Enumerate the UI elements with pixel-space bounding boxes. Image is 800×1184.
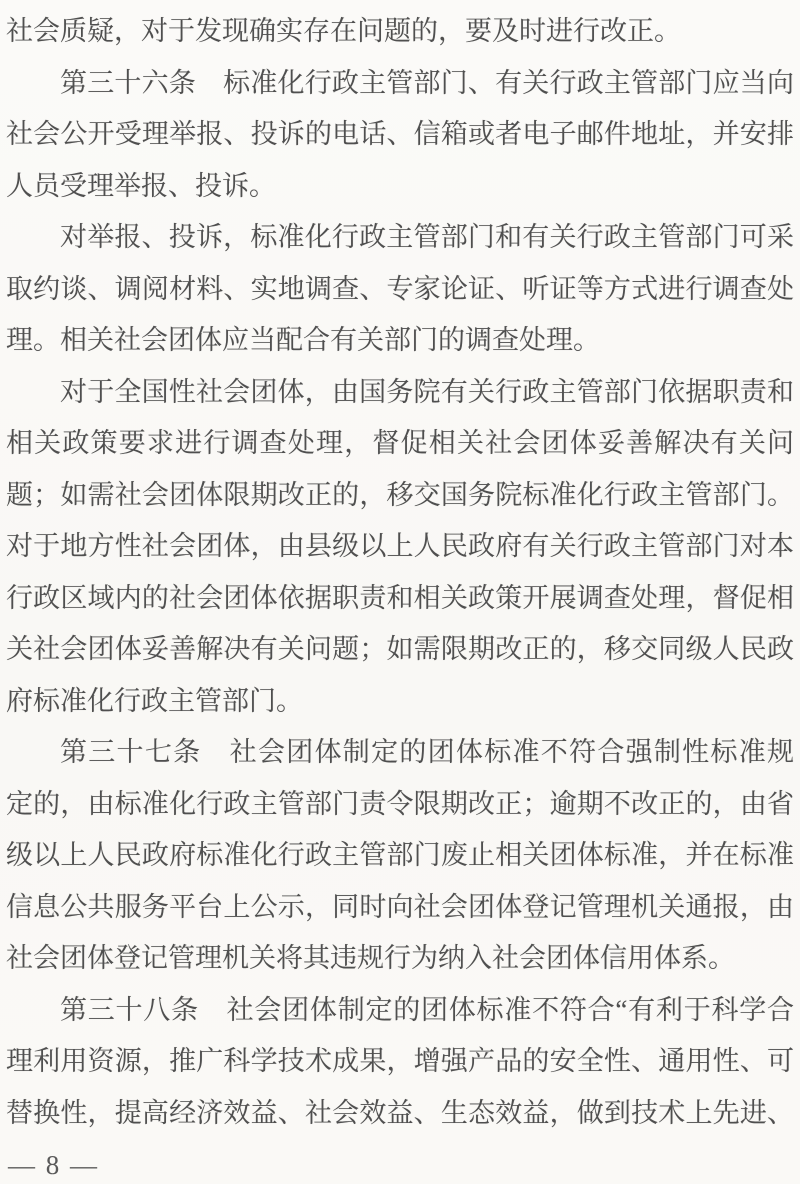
text-line: 级以上人民政府标准化行政主管部门废止相关团体标准，并在标准 [6,840,794,870]
text-line: 对于全国性社会团体，由国务院有关行政主管部门依据职责和 [60,376,794,407]
text-line: 理利用资源，推广科学技术成果，增强产品的安全性、通用性、可 [6,1046,794,1076]
text-line: 人员受理举报、投诉。 [6,170,276,201]
text-line: 替换性，提高经济效益、社会效益、生态效益，做到技术上先进、 [6,1097,794,1128]
text-line: 对举报、投诉，标准化行政主管部门和有关行政主管部门可采 [60,222,794,252]
text-line: 对于地方性社会团体，由县级以上人民政府有关行政主管部门对本 [6,531,794,561]
text-line: 信息公共服务平台上公示，同时向社会团体登记管理机关通报，由 [6,891,794,922]
text-line: 社会公开受理举报、投诉的电话、信箱或者电子邮件地址，并安排 [6,119,794,149]
page-body [6,6,794,1139]
text-line: 关社会团体妥善解决有关问题；如需限期改正的，移交同级人民政 [6,634,794,664]
text-line: 行政区域内的社会团体依据职责和相关政策开展调查处理，督促相 [6,582,794,613]
text-line: 社会质疑，对于发现确实存在问题的，要及时进行改正。 [6,16,681,46]
text-line: 理。相关社会团体应当配合有关部门的调查处理。 [6,325,600,355]
text-line: 题；如需社会团体限期改正的，移交国务院标准化行政主管部门。 [6,479,794,510]
text-line: 第三十七条 社会团体制定的团体标准不符合强制性标准规 [60,737,794,767]
text-line: 第三十八条 社会团体制定的团体标准不符合“有利于科学合 [60,994,794,1025]
text-line: 第三十六条 标准化行政主管部门、有关行政主管部门应当向 [60,67,794,98]
text-line: 社会团体登记管理机关将其违规行为纳入社会团体信用体系。 [6,943,735,973]
text-line: 取约谈、调阅材料、实地调查、专家论证、听证等方式进行调查处 [6,273,794,304]
text-line: 相关政策要求进行调查处理，督促相关社会团体妥善解决有关问 [6,428,794,458]
text-line: 定的，由标准化行政主管部门责令限期改正；逾期不改正的，由省 [6,788,794,819]
page-number: — 8 — [8,1150,99,1180]
text-line: 府标准化行政主管部门。 [6,685,303,716]
